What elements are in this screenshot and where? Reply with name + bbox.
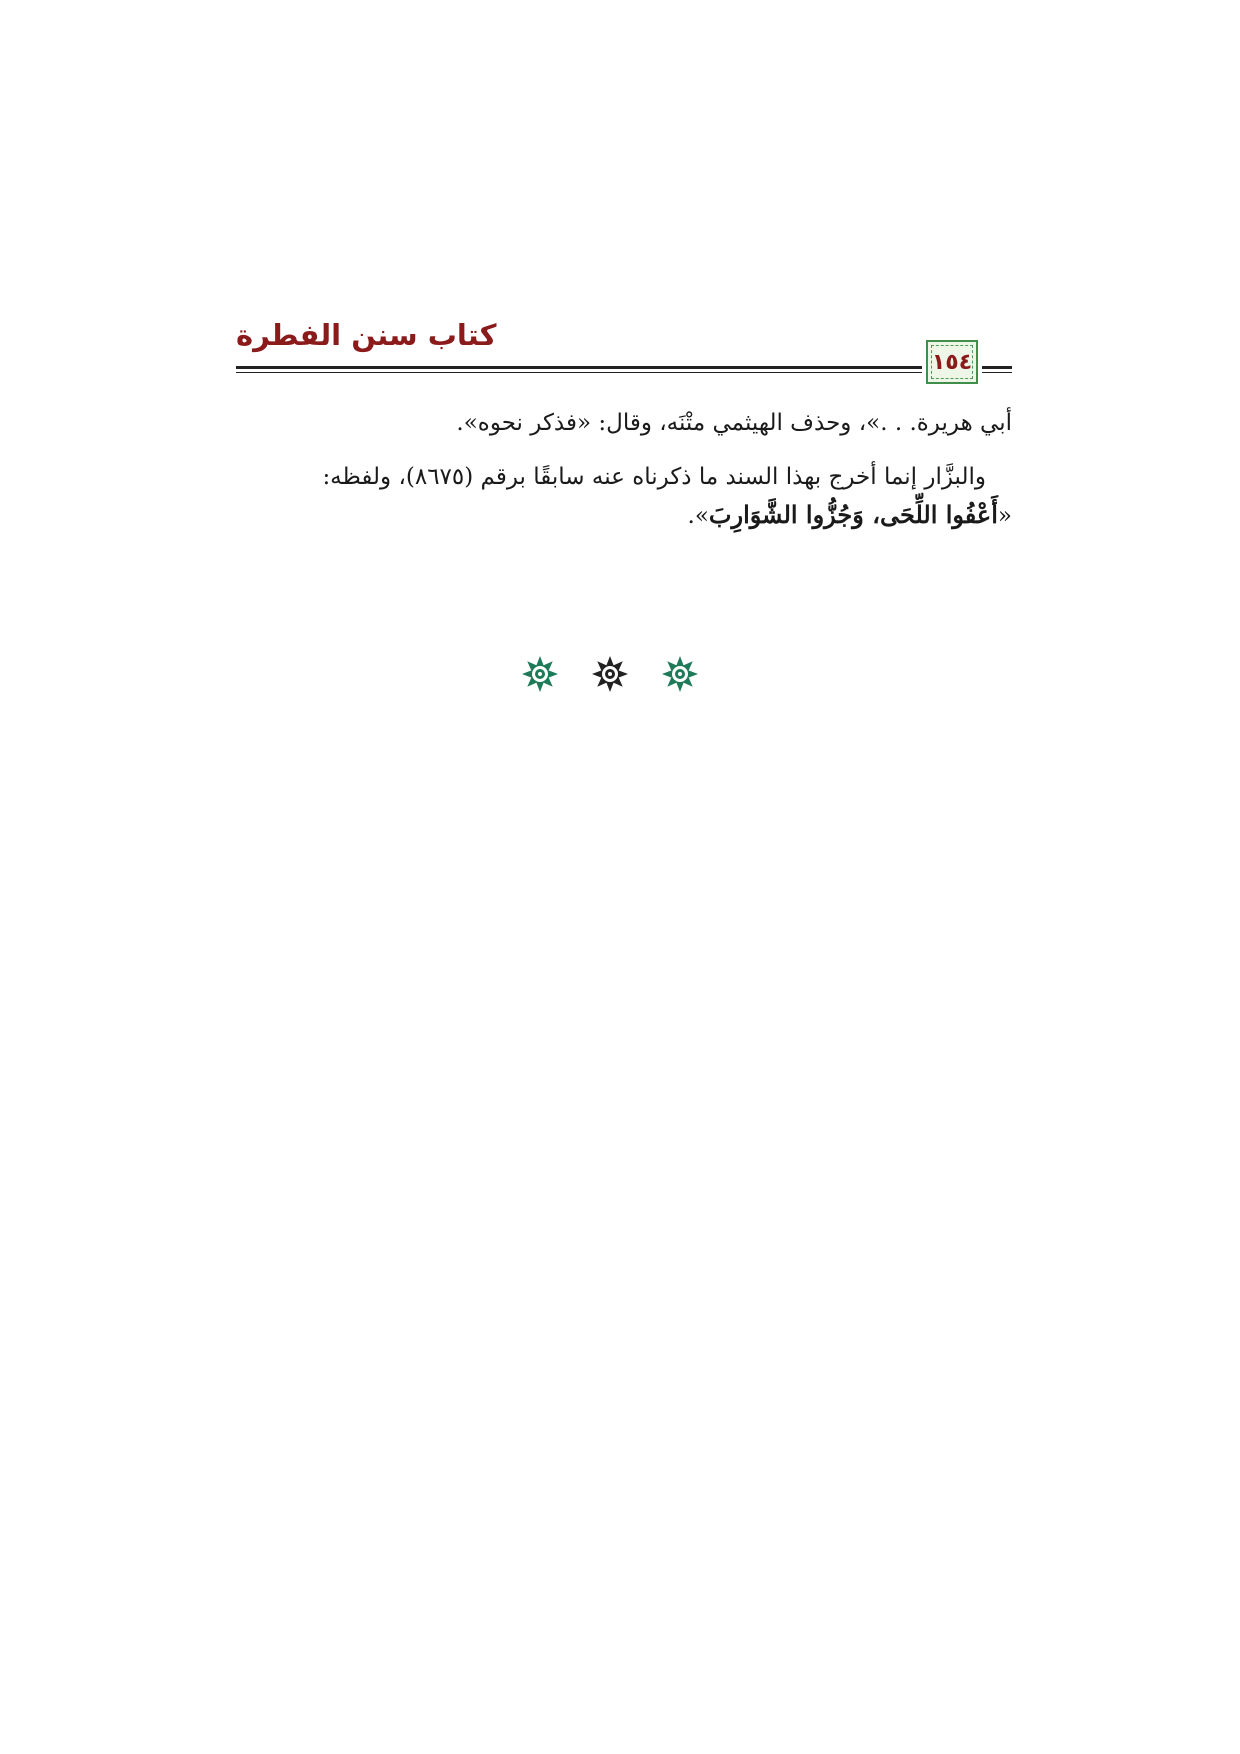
quote-close: ». (687, 503, 709, 529)
hadith-text: أَعْفُوا اللِّحَى، وَجُزُّوا الشَّوَارِبَ (708, 500, 998, 529)
header-rule (236, 372, 922, 373)
page-header (236, 312, 1012, 392)
page-number: ١٥٤ (931, 349, 973, 375)
quote-open: « (997, 503, 1012, 529)
page-content (236, 404, 1012, 535)
flower-ornament-icon (520, 654, 560, 694)
header-rule (982, 366, 1012, 369)
page-number-badge (926, 340, 978, 384)
section-separator (520, 654, 700, 694)
paragraph-bazzar: والبزَّار إنما أخرج بهذا السند ما ذكرناه عنه سابقًا برقم (٨٦٧٥)، ولفظه: (322, 464, 986, 490)
hadith-quote-line (236, 496, 1012, 535)
book-title: كتاب سنن الفطرة (236, 318, 497, 352)
header-rule (236, 366, 922, 369)
header-rule (982, 372, 1012, 373)
flower-ornament-icon (660, 654, 700, 694)
flower-ornament-icon (590, 654, 630, 694)
paragraph-continuation: أبي هريرة. . .»، وحذف الهيثمي متْنَه، وقال: «فذكر نحوه». (456, 410, 1012, 436)
